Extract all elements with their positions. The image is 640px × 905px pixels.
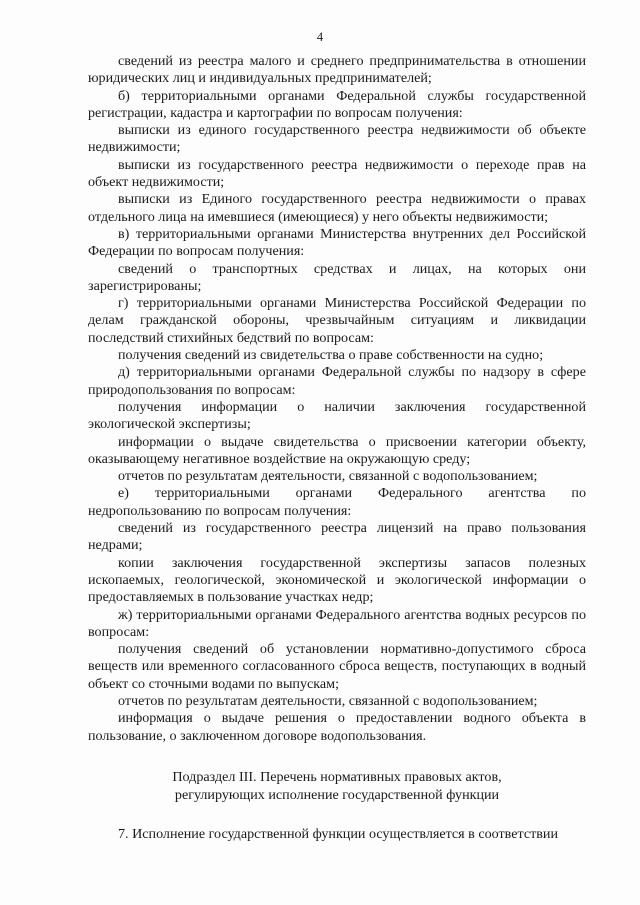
paragraph: е) территориальными органами Федерального агентства по недропользованию по вопросам получения: — [88, 485, 586, 519]
paragraph: получения сведений об установлении нормативно-допустимого сброса веществ или временного согласованного сброса веществ, поступающих в водный объект со сточными водами по выпускам; — [88, 641, 586, 692]
section-heading-line: регулирующих исполнение государственной функции — [174, 786, 500, 803]
document-body — [88, 53, 586, 844]
paragraph: выписки из Единого государственного реестра недвижимости о правах отдельного лица на имевшиеся (имеющиеся) у него объекты недвижимости; — [88, 191, 586, 225]
section-heading-line: Подраздел III. Перечень нормативных правовых актов, — [172, 768, 502, 785]
paragraph: сведений о транспортных средствах и лицах, на которых они зарегистрированы; — [88, 260, 586, 294]
paragraph: д) территориальными органами Федеральной службы по надзору в сфере природопользования по вопросам: — [88, 364, 586, 398]
paragraph: 7. Исполнение государственной функции осуществляется в соответствии — [118, 826, 558, 843]
paragraph: информации о выдаче свидетельства о присвоении категории объекту, оказывающему негативное воздействие на окружающую среду; — [88, 433, 586, 467]
paragraph: в) территориальными органами Министерства внутренних дел Российской Федерации по вопросам получения: — [88, 225, 586, 260]
paragraph: выписки из государственного реестра недвижимости о переходе прав на объект недвижимости; — [88, 156, 586, 191]
paragraph: сведений из государственного реестра лицензий на право пользования недрами; — [88, 520, 586, 554]
paragraph: сведений из реестра малого и среднего предпринимательства в отношении юридических лиц и индивидуальных предпринимателей; — [88, 53, 586, 87]
section-heading — [88, 769, 586, 805]
paragraph: отчетов по результатам деятельности, связанной с водопользованием; — [118, 468, 538, 485]
page-number: 4 — [316, 30, 324, 44]
paragraph: получения сведений из свидетельства о праве собственности на судно; — [118, 347, 544, 364]
paragraph: ж) территориальными органами Федерального агентства водных ресурсов по вопросам: — [88, 606, 586, 640]
paragraph: информация о выдаче решения о предоставлении водного объекта в пользование, о заключенном договоре водопользования. — [88, 710, 586, 744]
paragraph: получения информации о наличии заключения государственной экологической экспертизы; — [88, 398, 586, 433]
paragraph: копии заключения государственной экспертизы запасов полезных ископаемых, геологической, экономической и экологической информации о предоставляемых в пользование участках недр; — [88, 554, 586, 606]
paragraph: г) территориальными органами Министерства Российской Федерации по делам гражданской обороны, чрезвычайным ситуациям и ликвидации последствий стихийных бедствий по вопросам: — [88, 295, 586, 346]
paragraph: б) территориальными органами Федеральной службы государственной регистрации, кадастра и картографии по вопросам получения: — [88, 87, 586, 121]
paragraph: выписки из единого государственного реестра недвижимости об объекте недвижимости; — [88, 122, 586, 156]
paragraph: отчетов по результатам деятельности, связанной с водопользованием; — [118, 692, 538, 709]
